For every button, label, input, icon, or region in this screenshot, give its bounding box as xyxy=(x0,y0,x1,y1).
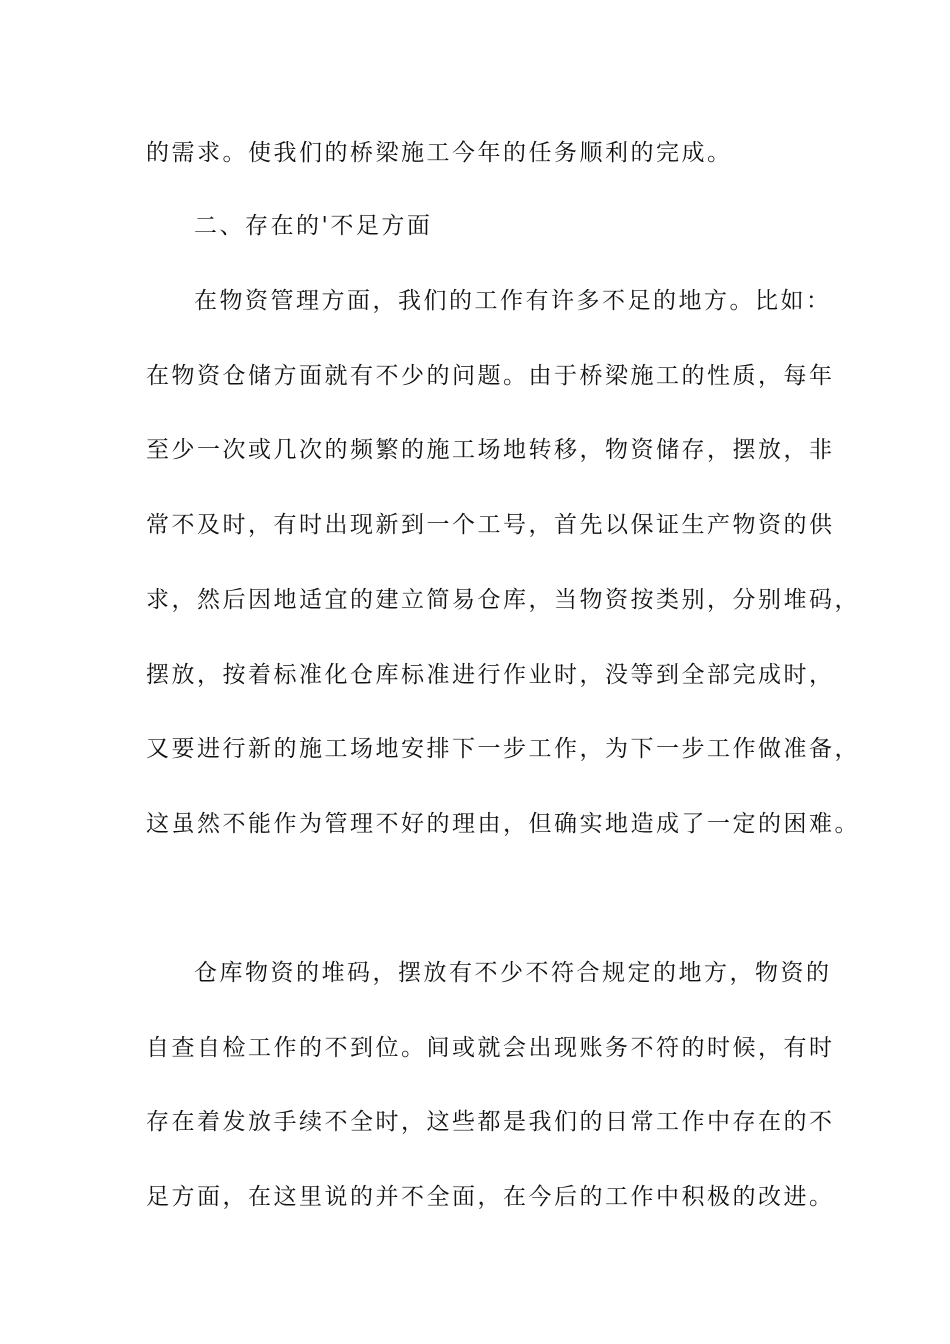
text-line-4: 在物资仓储方面就有不少的问题。由于桥梁施工的性质，每年 xyxy=(146,363,835,389)
text-line-14: 足方面，在这里说的并不全面，在今后的工作中积极的改进。 xyxy=(146,1184,835,1210)
text-line-6: 常不及时，有时出现新到一个工号，首先以保证生产物资的供 xyxy=(146,512,835,538)
text-line-1: 的需求。使我们的桥梁施工今年的任务顺利的完成。 xyxy=(146,140,733,166)
text-line-3: 在物资管理方面，我们的工作有许多不足的地方。比如： xyxy=(194,288,832,314)
text-line-13: 存在着发放手续不全时，这些都是我们的日常工作中存在的不 xyxy=(146,1109,835,1135)
text-line-9: 又要进行新的施工场地安排下一步工作，为下一步工作做准备， xyxy=(146,736,860,762)
text-line-7: 求，然后因地适宜的建立简易仓库，当物资按类别，分别堆码， xyxy=(146,587,860,613)
text-line-11: 仓库物资的堆码，摆放有不少不符合规定的地方，物资的 xyxy=(194,960,832,986)
text-line-8: 摆放，按着标准化仓库标准进行作业时，没等到全部完成时， xyxy=(146,662,835,688)
section-heading: 二、存在的'不足方面 xyxy=(194,213,433,239)
text-line-10: 这虽然不能作为管理不好的理由，但确实地造成了一定的困难。 xyxy=(146,811,860,837)
text-line-12: 自查自检工作的不到位。间或就会出现账务不符的时候，有时 xyxy=(146,1035,835,1061)
text-line-5: 至少一次或几次的频繁的施工场地转移，物资储存，摆放，非 xyxy=(146,437,835,463)
